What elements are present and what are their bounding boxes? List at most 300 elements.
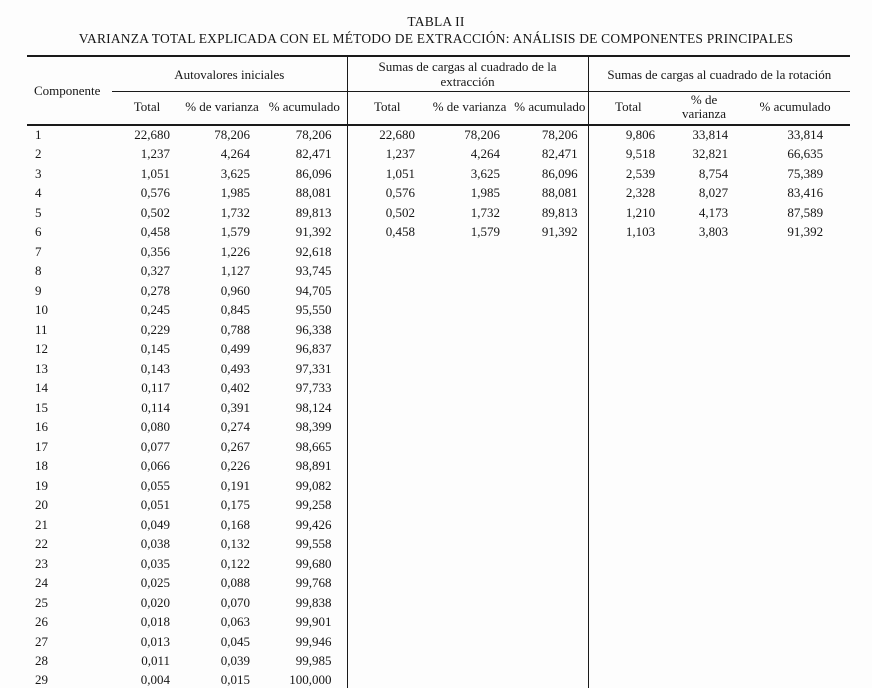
cell-extraccion-pct-varianza [427, 320, 512, 340]
cell-rotacion-pct-acumulado [740, 593, 850, 613]
cell-componente: 24 [35, 575, 48, 591]
cell-iniciales-pct-varianza: 1,226 [220, 243, 250, 259]
cell-extraccion-pct-acumulado [512, 320, 588, 340]
cell-extraccion-pct-varianza [427, 574, 512, 594]
cell-extraccion-pct-acumulado [512, 574, 588, 594]
cell-extraccion-total [347, 418, 427, 438]
cell-iniciales-pct-acumulado: 99,946 [295, 633, 332, 649]
cell-rotacion-total: 2,539 [588, 164, 668, 184]
cell-rotacion-pct-varianza [668, 340, 740, 360]
cell-rotacion-pct-acumulado [740, 613, 850, 633]
cell-rotacion-pct-varianza [668, 262, 740, 282]
cell-iniciales-total: 0,018 [140, 614, 170, 630]
cell-extraccion-pct-acumulado [512, 418, 588, 438]
cell-componente: 22 [35, 536, 48, 552]
cell-rotacion-pct-varianza: 4,173 [698, 204, 729, 220]
cell-iniciales-pct-varianza: 0,175 [220, 497, 250, 513]
cell-extraccion-pct-acumulado [512, 340, 588, 360]
cell-rotacion-total [588, 281, 668, 301]
cell-rotacion-pct-acumulado [740, 457, 850, 477]
cell-iniciales-total: 0,025 [140, 575, 170, 591]
cell-componente: 4 [35, 185, 42, 201]
cell-extraccion-total [347, 554, 427, 574]
cell-iniciales-pct-acumulado: 97,331 [295, 360, 332, 376]
cell-rotacion-pct-acumulado [740, 437, 850, 457]
cell-extraccion-pct-acumulado [512, 301, 588, 321]
cell-iniciales-pct-varianza: 0,845 [220, 302, 250, 318]
cell-iniciales-pct-varianza: 0,088 [220, 575, 250, 591]
cell-rotacion-pct-varianza [668, 418, 740, 438]
cell-iniciales-total: 0,013 [140, 633, 170, 649]
cell-extraccion-pct-varianza [427, 262, 512, 282]
cell-extraccion-total [347, 593, 427, 613]
cell-extraccion-pct-varianza: 3,625 [470, 165, 501, 181]
cell-iniciales-total: 0,114 [141, 399, 170, 415]
cell-rotacion-total [588, 242, 668, 262]
cell-componente: 21 [35, 516, 48, 532]
cell-extraccion-total [347, 515, 427, 535]
cell-rotacion-total [588, 437, 668, 457]
cell-iniciales-pct-varianza: 0,391 [220, 399, 250, 415]
cell-extraccion-total [347, 535, 427, 555]
cell-extraccion-pct-varianza [427, 437, 512, 457]
column-header-total: Total [588, 92, 668, 126]
cell-rotacion-total [588, 301, 668, 321]
cell-iniciales-pct-acumulado: 100,000 [289, 672, 332, 688]
table-row [27, 554, 850, 574]
cell-rotacion-pct-acumulado [740, 671, 850, 688]
cell-extraccion-pct-varianza: 4,264 [470, 146, 501, 162]
cell-iniciales-total: 0,004 [140, 672, 170, 688]
cell-extraccion-total [347, 301, 427, 321]
cell-extraccion-pct-acumulado [512, 262, 588, 282]
cell-iniciales-total: 1,051 [140, 165, 170, 181]
cell-iniciales-pct-acumulado: 99,082 [295, 477, 332, 493]
table-row [27, 535, 850, 555]
table-row [27, 418, 850, 438]
table-row [27, 398, 850, 418]
cell-iniciales-pct-varianza: 0,015 [220, 672, 250, 688]
cell-extraccion-pct-acumulado [512, 379, 588, 399]
cell-iniciales-pct-varianza: 0,132 [220, 536, 250, 552]
column-header-pct-acumulado: % acumulado [512, 92, 588, 126]
cell-iniciales-pct-acumulado: 88,081 [295, 185, 332, 201]
cell-extraccion-pct-acumulado [512, 242, 588, 262]
cell-extraccion-pct-acumulado: 89,813 [541, 204, 578, 220]
column-header-pct-varianza: % de varianza [182, 92, 262, 126]
cell-iniciales-pct-acumulado: 78,206 [295, 127, 332, 143]
table-row [27, 437, 850, 457]
cell-extraccion-pct-varianza [427, 613, 512, 633]
cell-rotacion-total [588, 359, 668, 379]
cell-iniciales-pct-acumulado: 99,258 [295, 497, 332, 513]
cell-rotacion-pct-varianza [668, 379, 740, 399]
cell-rotacion-pct-varianza: 3,803 [698, 224, 729, 240]
cell-rotacion-total [588, 554, 668, 574]
cell-componente: 10 [35, 302, 48, 318]
cell-iniciales-total: 0,011 [141, 653, 170, 669]
cell-extraccion-total [347, 398, 427, 418]
cell-rotacion-pct-acumulado [740, 535, 850, 555]
cell-rotacion-total [588, 613, 668, 633]
table-row [27, 320, 850, 340]
cell-extraccion-total [347, 457, 427, 477]
cell-componente: 26 [35, 614, 48, 630]
cell-extraccion-total [347, 671, 427, 688]
table-row [27, 574, 850, 594]
cell-rotacion-pct-varianza [668, 476, 740, 496]
cell-iniciales-pct-varianza: 0,191 [220, 477, 250, 493]
cell-rotacion-total: 1,103 [588, 223, 668, 243]
cell-iniciales-pct-acumulado: 99,985 [295, 653, 332, 669]
cell-rotacion-pct-acumulado [740, 242, 850, 262]
cell-extraccion-total [347, 340, 427, 360]
cell-iniciales-pct-acumulado: 98,891 [295, 458, 332, 474]
cell-rotacion-pct-varianza: 32,821 [692, 146, 729, 162]
cell-componente: 9 [35, 282, 42, 298]
cell-rotacion-pct-varianza [668, 671, 740, 688]
cell-rotacion-pct-acumulado [740, 632, 850, 652]
cell-iniciales-pct-varianza: 4,264 [220, 146, 250, 162]
cell-extraccion-pct-varianza: 78,206 [464, 127, 501, 143]
cell-extraccion-pct-acumulado [512, 535, 588, 555]
cell-extraccion-pct-varianza [427, 652, 512, 672]
cell-rotacion-pct-acumulado [740, 281, 850, 301]
cell-iniciales-total: 0,077 [140, 438, 170, 454]
cell-iniciales-total: 22,680 [134, 127, 170, 143]
sub-header-row [27, 92, 850, 126]
cell-iniciales-pct-acumulado: 97,733 [295, 380, 332, 396]
cell-componente: 14 [35, 380, 48, 396]
cell-rotacion-pct-acumulado [740, 476, 850, 496]
cell-iniciales-pct-varianza: 0,499 [220, 341, 250, 357]
cell-extraccion-pct-varianza [427, 671, 512, 688]
cell-extraccion-total [347, 320, 427, 340]
cell-extraccion-pct-acumulado: 88,081 [541, 185, 578, 201]
cell-iniciales-pct-acumulado: 96,837 [295, 341, 332, 357]
cell-iniciales-total: 0,458 [140, 224, 170, 240]
cell-iniciales-pct-acumulado: 89,813 [295, 204, 332, 220]
cell-extraccion-pct-varianza: 1,985 [470, 185, 501, 201]
cell-extraccion-pct-acumulado [512, 437, 588, 457]
table-caption-text: VARIANZA TOTAL EXPLICADA CON EL MÉTODO DE EXTRACCIÓN: ANÁLISIS DE COMPONENTES PRINCIPALES [78, 31, 794, 46]
cell-extraccion-total [347, 476, 427, 496]
cell-iniciales-pct-varianza: 1,127 [220, 263, 250, 279]
cell-rotacion-pct-acumulado: 75,389 [787, 165, 824, 181]
cell-rotacion-pct-varianza: 8,027 [698, 185, 729, 201]
cell-extraccion-pct-acumulado [512, 457, 588, 477]
cell-iniciales-total: 0,035 [140, 555, 170, 571]
cell-componente: 3 [35, 165, 42, 181]
group-header-row [27, 56, 850, 92]
cell-componente: 7 [35, 243, 42, 259]
cell-iniciales-pct-varianza: 1,732 [220, 204, 250, 220]
cell-iniciales-total: 0,051 [140, 497, 170, 513]
cell-extraccion-pct-acumulado [512, 632, 588, 652]
cell-rotacion-pct-varianza [668, 281, 740, 301]
cell-rotacion-pct-acumulado [740, 262, 850, 282]
cell-extraccion-total: 0,576 [347, 184, 427, 204]
cell-componente: 8 [35, 263, 42, 279]
cell-iniciales-pct-acumulado: 99,901 [295, 614, 332, 630]
cell-componente: 1 [35, 127, 42, 143]
cell-extraccion-total [347, 496, 427, 516]
table-row [27, 203, 850, 223]
table-row [27, 359, 850, 379]
cell-rotacion-total [588, 574, 668, 594]
cell-iniciales-pct-acumulado: 96,338 [295, 321, 332, 337]
cell-rotacion-pct-acumulado [740, 359, 850, 379]
cell-componente: 23 [35, 555, 48, 571]
cell-extraccion-pct-acumulado [512, 476, 588, 496]
cell-rotacion-pct-varianza [668, 613, 740, 633]
cell-rotacion-pct-acumulado: 91,392 [787, 224, 824, 240]
cell-iniciales-pct-varianza: 1,985 [220, 185, 250, 201]
cell-rotacion-total: 1,210 [588, 203, 668, 223]
cell-iniciales-pct-varianza: 78,206 [214, 127, 250, 143]
cell-extraccion-pct-varianza [427, 359, 512, 379]
cell-extraccion-pct-acumulado [512, 554, 588, 574]
cell-rotacion-total [588, 496, 668, 516]
table-row [27, 671, 850, 688]
cell-extraccion-pct-varianza [427, 554, 512, 574]
cell-extraccion-pct-acumulado [512, 496, 588, 516]
cell-iniciales-pct-varianza: 0,267 [220, 438, 250, 454]
cell-iniciales-total: 0,020 [140, 594, 170, 610]
cell-iniciales-pct-acumulado: 93,745 [295, 263, 332, 279]
cell-rotacion-total [588, 535, 668, 555]
cell-componente: 28 [35, 653, 48, 669]
cell-iniciales-total: 0,356 [140, 243, 170, 259]
group-header-cargas-rotacion: Sumas de cargas al cuadrado de la rotación [588, 56, 850, 92]
cell-iniciales-pct-varianza: 0,168 [220, 516, 250, 532]
cell-iniciales-pct-acumulado: 98,399 [295, 419, 332, 435]
cell-extraccion-pct-varianza [427, 281, 512, 301]
cell-extraccion-pct-varianza [427, 535, 512, 555]
cell-rotacion-total [588, 340, 668, 360]
cell-componente: 25 [35, 594, 48, 610]
cell-iniciales-pct-varianza: 0,960 [220, 282, 250, 298]
cell-rotacion-total [588, 652, 668, 672]
cell-rotacion-total [588, 379, 668, 399]
cell-rotacion-pct-varianza [668, 496, 740, 516]
cell-componente: 20 [35, 497, 48, 513]
cell-rotacion-pct-varianza [668, 359, 740, 379]
table-caption-number: TABLA II [407, 14, 465, 29]
table-row [27, 476, 850, 496]
cell-rotacion-total [588, 593, 668, 613]
cell-iniciales-total: 0,278 [140, 282, 170, 298]
cell-rotacion-pct-varianza [668, 398, 740, 418]
cell-extraccion-pct-acumulado [512, 281, 588, 301]
cell-iniciales-pct-acumulado: 95,550 [295, 302, 332, 318]
cell-rotacion-pct-acumulado [740, 320, 850, 340]
cell-componente: 18 [35, 458, 48, 474]
cell-rotacion-total: 9,806 [588, 125, 668, 145]
cell-iniciales-pct-acumulado: 99,426 [295, 516, 332, 532]
cell-iniciales-pct-varianza: 3,625 [220, 165, 250, 181]
cell-extraccion-total [347, 281, 427, 301]
cell-extraccion-pct-acumulado: 82,471 [541, 146, 578, 162]
cell-extraccion-pct-varianza [427, 457, 512, 477]
cell-rotacion-total [588, 418, 668, 438]
cell-rotacion-pct-varianza [668, 437, 740, 457]
group-header-cargas-extraccion: Sumas de cargas al cuadrado de la extracción [347, 56, 588, 92]
column-header-pct-varianza: % de varianza [427, 92, 512, 126]
cell-iniciales-total: 0,245 [140, 302, 170, 318]
cell-iniciales-total: 0,049 [140, 516, 170, 532]
cell-rotacion-total: 2,328 [588, 184, 668, 204]
cell-iniciales-total: 0,145 [140, 341, 170, 357]
cell-extraccion-total [347, 632, 427, 652]
table-row [27, 223, 850, 243]
cell-componente: 11 [35, 321, 48, 337]
cell-extraccion-pct-acumulado [512, 359, 588, 379]
cell-iniciales-pct-acumulado: 99,838 [295, 594, 332, 610]
cell-rotacion-pct-acumulado [740, 301, 850, 321]
cell-rotacion-pct-acumulado: 33,814 [787, 127, 824, 143]
table-row [27, 379, 850, 399]
cell-extraccion-pct-varianza [427, 632, 512, 652]
table-row [27, 125, 850, 145]
cell-rotacion-pct-varianza [668, 457, 740, 477]
cell-extraccion-pct-acumulado [512, 652, 588, 672]
cell-iniciales-total: 0,502 [140, 204, 170, 220]
cell-iniciales-pct-acumulado: 86,096 [295, 165, 332, 181]
cell-rotacion-total: 9,518 [588, 145, 668, 165]
cell-iniciales-total: 0,327 [140, 263, 170, 279]
cell-rotacion-pct-acumulado [740, 496, 850, 516]
column-header-pct-acumulado: % acumulado [262, 92, 347, 126]
table-row [27, 184, 850, 204]
cell-extraccion-pct-acumulado [512, 671, 588, 688]
table-row [27, 301, 850, 321]
cell-rotacion-pct-varianza [668, 554, 740, 574]
cell-extraccion-pct-varianza [427, 398, 512, 418]
cell-iniciales-pct-acumulado: 98,124 [295, 399, 332, 415]
cell-extraccion-pct-acumulado [512, 593, 588, 613]
cell-extraccion-total [347, 652, 427, 672]
table-row [27, 496, 850, 516]
cell-rotacion-pct-acumulado [740, 652, 850, 672]
column-header-total: Total [112, 92, 182, 126]
cell-extraccion-total: 22,680 [347, 125, 427, 145]
cell-iniciales-pct-varianza: 0,039 [220, 653, 250, 669]
cell-iniciales-pct-varianza: 0,493 [220, 360, 250, 376]
cell-rotacion-pct-acumulado [740, 554, 850, 574]
cell-iniciales-pct-acumulado: 94,705 [295, 282, 332, 298]
cell-rotacion-pct-acumulado [740, 379, 850, 399]
table-row [27, 652, 850, 672]
cell-componente: 6 [35, 224, 42, 240]
cell-iniciales-pct-acumulado: 99,558 [295, 536, 332, 552]
cell-extraccion-pct-varianza [427, 242, 512, 262]
table-row [27, 262, 850, 282]
cell-extraccion-pct-varianza [427, 418, 512, 438]
cell-rotacion-pct-varianza [668, 301, 740, 321]
cell-componente: 13 [35, 360, 48, 376]
cell-extraccion-pct-varianza [427, 515, 512, 535]
cell-extraccion-total [347, 437, 427, 457]
cell-rotacion-pct-varianza: 8,754 [698, 165, 729, 181]
cell-iniciales-pct-acumulado: 91,392 [295, 224, 332, 240]
cell-iniciales-total: 1,237 [140, 146, 170, 162]
table-body [27, 125, 850, 688]
cell-extraccion-pct-acumulado [512, 515, 588, 535]
table-row [27, 340, 850, 360]
cell-componente: 15 [35, 399, 48, 415]
cell-componente: 29 [35, 672, 48, 688]
cell-iniciales-total: 0,143 [140, 360, 170, 376]
cell-rotacion-pct-varianza: 33,814 [692, 127, 729, 143]
cell-extraccion-pct-varianza [427, 593, 512, 613]
cell-rotacion-pct-varianza [668, 652, 740, 672]
cell-extraccion-total: 0,458 [347, 223, 427, 243]
cell-iniciales-total: 0,038 [140, 536, 170, 552]
cell-iniciales-total: 0,117 [141, 380, 170, 396]
cell-iniciales-pct-varianza: 0,063 [220, 614, 250, 630]
table-row [27, 515, 850, 535]
cell-iniciales-pct-varianza: 0,122 [220, 555, 250, 571]
cell-extraccion-total [347, 359, 427, 379]
cell-rotacion-pct-acumulado [740, 574, 850, 594]
cell-iniciales-total: 0,576 [140, 185, 170, 201]
cell-rotacion-pct-varianza [668, 535, 740, 555]
cell-componente: 17 [35, 438, 48, 454]
cell-rotacion-pct-varianza [668, 515, 740, 535]
cell-iniciales-pct-acumulado: 82,471 [295, 146, 332, 162]
cell-extraccion-total [347, 574, 427, 594]
cell-rotacion-total [588, 457, 668, 477]
cell-extraccion-total [347, 379, 427, 399]
cell-iniciales-pct-acumulado: 92,618 [295, 243, 332, 259]
cell-rotacion-pct-varianza [668, 242, 740, 262]
cell-iniciales-pct-varianza: 0,788 [220, 321, 250, 337]
variance-explained-table [27, 55, 850, 688]
cell-rotacion-total [588, 398, 668, 418]
cell-extraccion-pct-acumulado: 78,206 [541, 127, 578, 143]
cell-extraccion-pct-varianza [427, 301, 512, 321]
column-header-pct-varianza: % de varianza [668, 92, 740, 126]
cell-iniciales-pct-varianza: 1,579 [220, 224, 250, 240]
cell-rotacion-pct-acumulado [740, 515, 850, 535]
cell-rotacion-pct-acumulado [740, 340, 850, 360]
cell-rotacion-pct-acumulado [740, 398, 850, 418]
cell-iniciales-total: 0,066 [140, 458, 170, 474]
cell-extraccion-pct-varianza: 1,732 [470, 204, 501, 220]
cell-iniciales-pct-varianza: 0,070 [220, 594, 250, 610]
cell-rotacion-pct-varianza [668, 593, 740, 613]
cell-iniciales-pct-varianza: 0,045 [220, 633, 250, 649]
cell-extraccion-total: 0,502 [347, 203, 427, 223]
cell-rotacion-total [588, 320, 668, 340]
cell-extraccion-pct-acumulado [512, 398, 588, 418]
cell-componente: 27 [35, 633, 48, 649]
cell-componente: 19 [35, 477, 48, 493]
table-header [27, 56, 850, 125]
cell-iniciales-pct-acumulado: 98,665 [295, 438, 332, 454]
cell-extraccion-total [347, 613, 427, 633]
table-row [27, 281, 850, 301]
cell-iniciales-total: 0,229 [140, 321, 170, 337]
cell-extraccion-pct-acumulado: 91,392 [541, 224, 578, 240]
cell-componente: 12 [35, 341, 48, 357]
cell-extraccion-total [347, 242, 427, 262]
cell-extraccion-pct-acumulado: 86,096 [541, 165, 578, 181]
cell-rotacion-pct-varianza [668, 574, 740, 594]
cell-iniciales-pct-acumulado: 99,680 [295, 555, 332, 571]
table-row [27, 632, 850, 652]
